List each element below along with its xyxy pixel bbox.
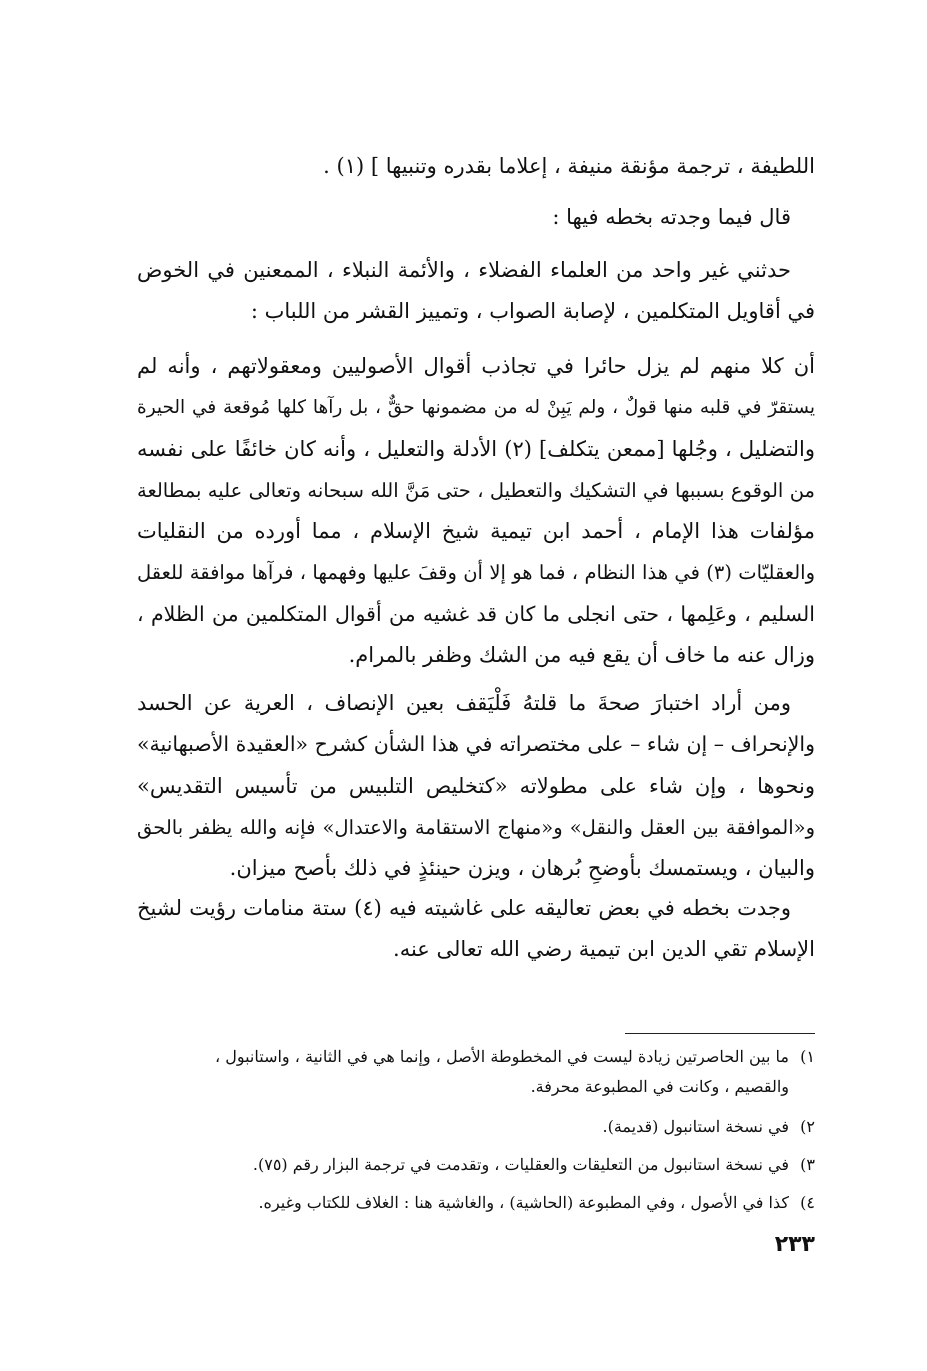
text-line: أن كلا منهم لم يزل حائرا في تجاذب أقوال الأصوليين ومعقولاتهم ، وأنه لم: [137, 354, 815, 378]
paragraph-works: [137, 683, 815, 889]
footnote-item: [135, 1042, 815, 1072]
text-line: يستقرّ في قلبه منها قولٌ ، ولم يَبِنْ له من مضمونها حقٌّ ، بل رآها كلها مُوقعة في الحيرة: [137, 397, 815, 419]
text-line: اللطيفة ، ترجمة مؤنقة منيفة ، إعلاما بقدره وتنبيها ] (١) .: [323, 154, 815, 178]
text-line: وجدت بخطه في بعض تعاليقه على غاشيته فيه (٤) ستة منامات رؤيت لشيخ: [137, 896, 791, 920]
text-line: ونحوها ، وإن شاء على مطولاته «كتخليص التلبيس من تأسيس التقديس»: [137, 773, 815, 798]
text-line: والبيان ، ويستمسك بأوضحِ بُرهان ، ويزن حينئذٍ في ذلك بأصح ميزان.: [229, 856, 815, 881]
text-line: حدثني غير واحد من العلماء الفضلاء ، والأئمة النبلاء ، الممعنين في الخوض: [137, 258, 791, 282]
text-line: مؤلفات هذا الإمام ، أحمد ابن تيمية شيخ الإسلام ، مما أورده من النقليات: [137, 519, 815, 544]
paragraph-dreams: [137, 888, 815, 971]
footnotes: [135, 1042, 815, 1218]
footnote-number: ٢): [800, 1117, 815, 1136]
footnote-text: في نسخة استانبول (قديمة).: [602, 1117, 789, 1136]
footnote-item: [135, 1150, 815, 1180]
text-line: ومن أراد اختبارَ صحةَ ما قلتهُ فَلْيَقف بعين الإنصاف ، العرية عن الحسد: [137, 691, 791, 715]
text-line: والتضليل ، وجُلها [ممعن يتكلف] (٢) الأدلة والتعليل ، وأنه كان خائفًا على نفسه: [137, 436, 815, 461]
footnote-item: [135, 1188, 815, 1218]
text-line: الإسلام تقي الدين ابن تيمية رضي الله تعالى عنه.: [393, 937, 815, 962]
footnote-item: [135, 1112, 815, 1142]
paragraph-quote-lead: [137, 197, 815, 238]
footnote-number: ٤): [800, 1193, 815, 1212]
text-line: والإنحراف – إن شاء – على مختصراته في هذا الشأن كشرح «العقيدة الأصبهانية»: [137, 732, 815, 757]
text-line: قال فيما وجدته بخطه فيها :: [552, 205, 791, 229]
page-number: ٢٣٣: [774, 1232, 815, 1257]
paragraph-main: [137, 346, 815, 676]
text-line: والعقليّات (٣) في هذا النظام ، فما هو إلا أن وقفَ عليها وفهمها ، فرآها موافقة للعقل: [137, 561, 815, 585]
footnote-text: ما بين الحاصرتين زيادة ليست في المخطوطة الأصل ، وإنما هي في الثانية ، واستانبول ،: [214, 1047, 789, 1066]
footnote-text: كذا في الأصول ، وفي المطبوعة (الحاشية) ، والغاشية هنا : الغلاف للكتاب وغيره.: [258, 1193, 789, 1212]
text-line: و«الموافقة بين العقل والنقل» و«منهاج الاستقامة والاعتدال» فإنه والله يظفر بالحق: [137, 815, 815, 839]
footnote-number: ١): [800, 1047, 815, 1066]
paragraph-intro-end: [137, 146, 815, 187]
text-line: من الوقوع بسببها في التشكيك والتعطيل ، حتى مَنَّ الله سبحانه وتعالى عليه بمطالعة: [137, 478, 815, 502]
footnote-divider: [625, 1033, 815, 1034]
text-line: وزال عنه ما خاف أن يقع فيه من الشك وظفر بالمرام.: [348, 643, 815, 668]
text-line: في أقاويل المتكلمين ، لإصابة الصواب ، وتمييز القشر من اللباب :: [250, 299, 815, 324]
footnote-number: ٣): [800, 1155, 815, 1174]
footnote-text: في نسخة استانبول من التعليقات والعقليات ، وتقدمت في ترجمة البزار رقم (٧٥).: [252, 1155, 789, 1174]
text-line: السليم ، وعَلِمها ، حتى انجلى ما كان قد غشيه من أقوال المتكلمين من الظلام ،: [137, 601, 815, 626]
paragraph-narration: [137, 250, 815, 333]
footnote-continuation: والقصيم ، وكانت في المطبوعة محرفة.: [530, 1077, 789, 1096]
